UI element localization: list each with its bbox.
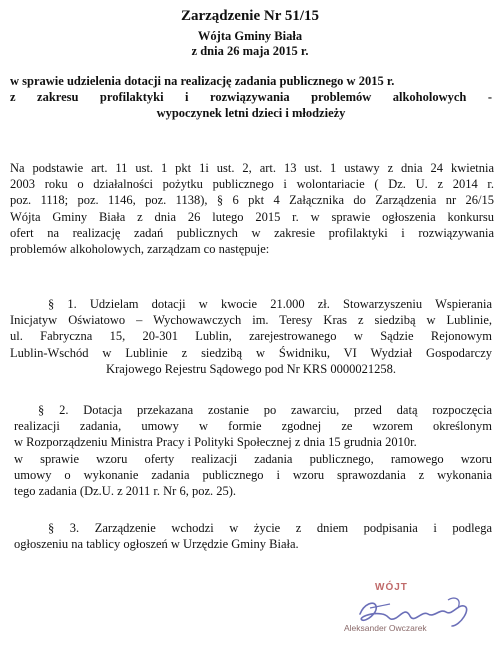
text-line: § 2. Dotacja przekazana zostanie po zawarciu, przed datą rozpoczęcia [38, 403, 492, 417]
text-line: 2003 roku o działalności pożytku publicznego i wolontariacie ( Dz. U. z 2014 r. [10, 177, 494, 192]
stamp-title: WÓJT [375, 582, 408, 593]
text-line: tego zadania (Dz.U. z 2011 r. Nr 6, poz. 25). [14, 484, 237, 499]
stamp-name: Aleksander Owczarek [344, 623, 427, 633]
document-title: Zarządzenie Nr 51/15 [180, 8, 320, 24]
text-line: Lublin-Wschód w Lublinie z siedzibą w Świdniku, VI Wydział Gospodarczy [10, 345, 492, 360]
document-date: z dnia 26 maja 2015 r. [191, 44, 309, 58]
section-1 [10, 296, 492, 377]
subject-line: z zakresu profilaktyki i rozwiązywania problemów alkoholowych - [10, 90, 492, 104]
subject-line: w sprawie udzielenia dotacji na realizację zadania publicznego w 2015 r. [10, 74, 395, 88]
text-line: Na podstawie art. 11 ust. 1 pkt 1i ust. 2, art. 13 ust. 1 ustawy z dnia 24 kwietnia [10, 161, 494, 175]
text-line: ofert na realizację zadań publicznych w zakresie profilaktyki i rozwiązywania [10, 225, 494, 240]
section-3 [10, 520, 492, 552]
subject-line: wypoczynek letni dzieci i młodzieży [156, 106, 346, 120]
text-line: poz. 1118; poz. 1146, poz. 1138), § 6 pkt 4 Załącznika do Zarządzenia nr 26/15 [10, 193, 494, 208]
text-line: § 1. Udzielam dotacji w kwocie 21.000 zł. Stowarzyszeniu Wspierania [48, 297, 492, 311]
text-line: w Rozporządzeniu Ministra Pracy i Polityki Społecznej z dnia 15 grudnia 2010r. [14, 435, 417, 450]
document-subject [10, 73, 492, 121]
text-line: umowy o wykonanie zadania publicznego i wzoru sprawozdania z wykonania [14, 467, 492, 482]
legal-basis-paragraph [10, 160, 494, 257]
signature-stamp [330, 582, 495, 640]
text-line: Inicjatyw Oświatowo – Wychowawczych im. Teresy Kras z siedzibą w Lublinie, [10, 313, 492, 328]
section-2 [10, 402, 492, 499]
text-line: ul. Fabryczna 15, 20-301 Lublin, zarejestrowanego w Sądzie Rejonowym [10, 329, 492, 344]
document-issuer: Wójta Gminy Biała [197, 29, 303, 43]
text-line: § 3. Zarządzenie wchodzi w życie z dniem podpisania i podlega [48, 521, 492, 535]
text-line: w sprawie wzoru oferty realizacji zadania publicznego, ramowego wzoru [14, 451, 492, 466]
text-line: problemów alkoholowych, zarządzam co następuje: [10, 242, 270, 257]
text-line: ogłoszeniu na tablicy ogłoszeń w Urzędzie Gminy Biała. [14, 537, 299, 552]
text-line: Wójta Gminy Biała z dnia 26 lutego 2015 r. w sprawie ogłoszenia konkursu [10, 209, 494, 224]
text-line: Krajowego Rejestru Sądowego pod Nr KRS 0000021258. [106, 361, 396, 376]
text-line: realizacji zadania, umowy w formie zgodnej ze wzorem określonym [14, 419, 492, 434]
